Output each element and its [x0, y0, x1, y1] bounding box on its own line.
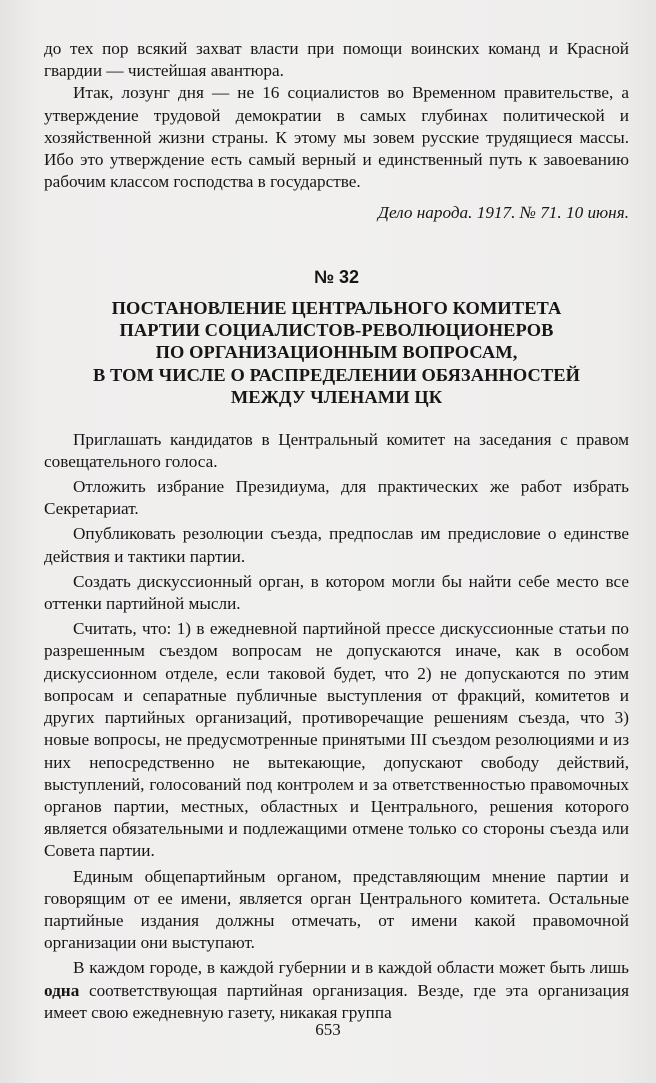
source-citation: Дело народа. 1917. № 71. 10 июня.: [378, 203, 629, 223]
emphasized-word: одна: [44, 980, 80, 1000]
intro-paragraph-1: до тех пор всякий захват власти при помощи воинских команд и Красной гвардии — чистейшая авантюра.: [44, 39, 629, 81]
body-paragraph: Приглашать кандидатов в Центральный комитет на заседания с правом совещательного голоса.: [44, 429, 629, 471]
text-span: В каждом городе, в каждой губернии и в каждой области может быть лишь: [73, 958, 629, 978]
text-span: соответствующая партийная организация. Везде, где эта организация имеет свою ежедневную газету, никакая группа: [44, 980, 629, 1022]
title-line: ПО ОРГАНИЗАЦИОННЫМ ВОПРОСАМ,: [155, 342, 518, 363]
document-number: № 32: [313, 266, 360, 287]
body-paragraph: Отложить избрание Президиума, для практических же работ избрать Секретариат.: [44, 477, 629, 519]
body-paragraph: Создать дискуссионный орган, в котором могли бы найти себе место все оттенки партийной мысли.: [44, 571, 629, 614]
title-line: В ТОМ ЧИСЛЕ О РАСПРЕДЕЛЕНИИ ОБЯЗАННОСТЕЙ: [92, 364, 581, 385]
body-paragraph: Единым общепартийным органом, представляющим мнение партии и говорящим от ее имени, является орган Центрального комитета. Остальные партийные издания должны отмечать, от имени какой правомочной организации они выступают.: [44, 866, 629, 953]
body-paragraph: Считать, что: 1) в ежедневной партийной прессе дискуссионные статьи по разрешенным съездом вопросам не допускаются иначе, как в особом дискуссионном отделе, если таковой будет, что 2) не допускаются по этим вопросам и сепаратные публичные выступления от фракций, комитетов и других партийных организаций, противоречащие решениям съезда, что 3) новые вопросы, не предусмотренные принятыми III съездом резолюциями и из них непосредственно не вытекающие, допускают свободу действий, выступлений, голосований под контролем и за ответственностью правомочных органов партии, местных, областных и Центрального, решения которого является обязательными и подлежащими отмене только со стороны съезда или Совета партии.: [44, 619, 629, 861]
body-paragraph-last: [44, 957, 629, 1024]
title-line: МЕЖДУ ЧЛЕНАМИ ЦК: [230, 387, 443, 408]
intro-paragraph-2: Итак, лозунг дня — не 16 социалистов во Временном правительстве, а утверждение трудовой демократии в самых глубинах политической и хозяйственной жизни страны. К этому мы зовем русские трудящиеся массы. Ибо это утверждение есть самый верный и единственный путь к завоеванию рабочим классом господства в государстве.: [44, 83, 629, 192]
document-body: [44, 429, 629, 1024]
title-line: ПОСТАНОВЛЕНИЕ ЦЕНТРАЛЬНОГО КОМИТЕТА: [111, 297, 562, 318]
title-line: ПАРТИИ СОЦИАЛИСТОВ-РЕВОЛЮЦИОНЕРОВ: [119, 320, 554, 341]
document-title: [44, 297, 629, 409]
body-paragraph: Опубликовать резолюции съезда, предпослав им предисловие о единстве действия и тактики партии.: [44, 524, 629, 566]
page-content: [44, 38, 629, 1024]
page-number: 653: [315, 1020, 341, 1039]
